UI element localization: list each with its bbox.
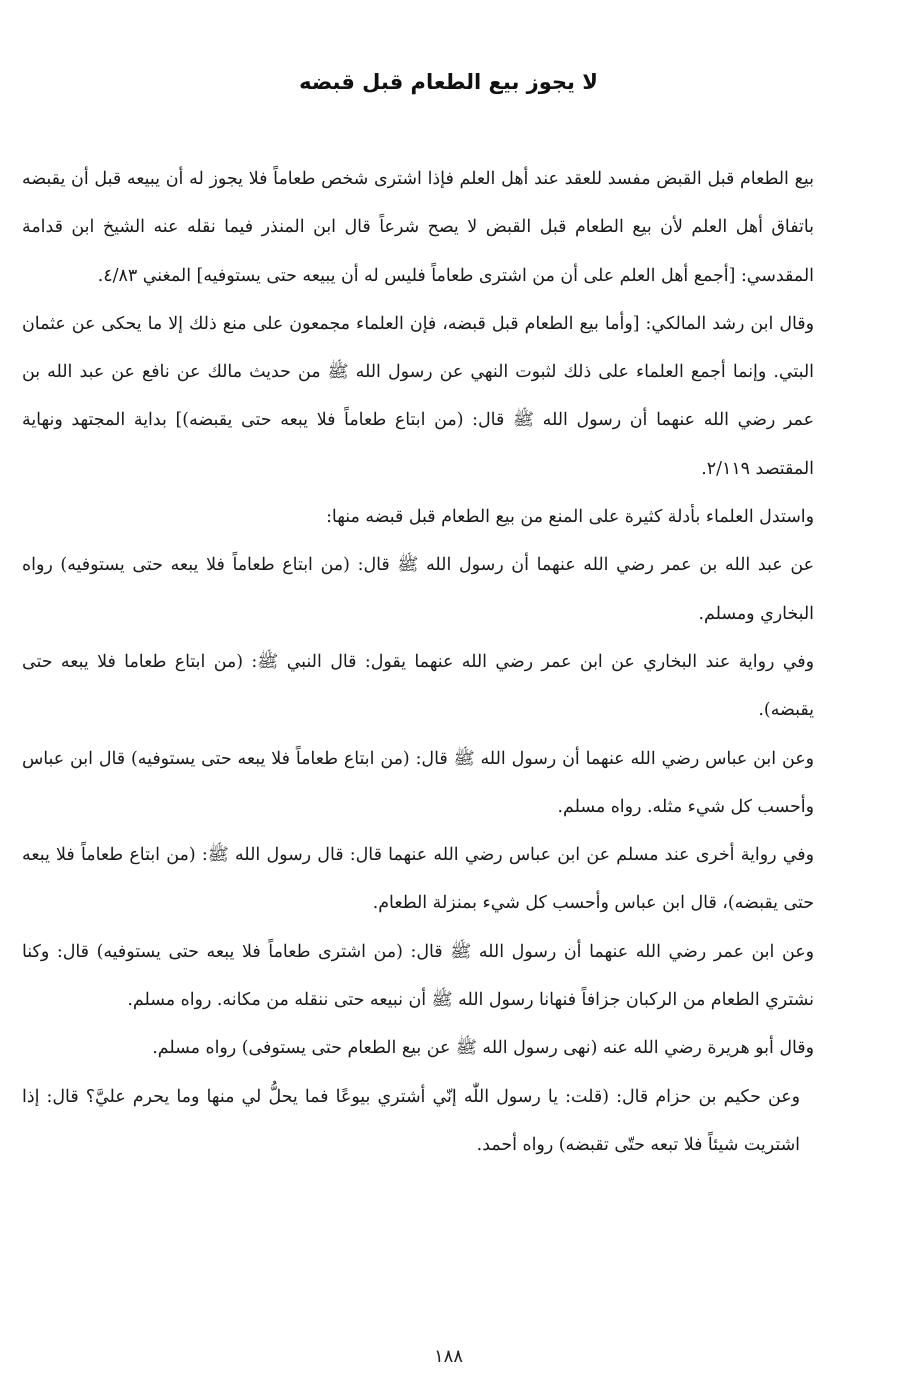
page-number: ١٨٨ bbox=[433, 1346, 463, 1367]
paragraph: وقال أبو هريرة رضي الله عنه (نهى رسول الله ﷺ عن بيع الطعام حتى يستوفى) رواه مسلم. bbox=[152, 1038, 814, 1059]
paragraph: وقال ابن رشد المالكي: [وأما بيع الطعام قبل قبضه، فإن العلماء مجمعون على منع ذلك إلا ما يحكى عن عثمان البتي. وإنما أجمع العلماء على ذلك لثبوت النهي عن رسول الله ﷺ من حديث مالك عن نافع عن عبد الله بن عمر رضي الله عنهما أن رسول الله ﷺ قال: (من ابتاع طعاماً فلا يبعه حتى يقبضه)] بداية المجتهد ونهاية المقتصد ٢/١١٩. bbox=[22, 313, 814, 479]
paragraph: عن عبد الله بن عمر رضي الله عنهما أن رسول الله ﷺ قال: (من ابتاع طعاماً فلا يبعه حتى يستوفيه) رواه البخاري ومسلم. bbox=[22, 555, 814, 624]
paragraph: وفي رواية عند البخاري عن ابن عمر رضي الله عنهما يقول: قال النبي ﷺ: (من ابتاع طعاما فلا يبعه حتى يقبضه). bbox=[22, 651, 814, 721]
paragraph: وعن ابن عباس رضي الله عنهما أن رسول الله ﷺ قال: (من ابتاع طعاماً فلا يبعه حتى يستوفيه) قال ابن عباس وأحسب كل شيء مثله. رواه مسلم. bbox=[22, 748, 814, 817]
page-title: لا يجوز بيع الطعام قبل قبضه bbox=[299, 70, 598, 94]
paragraph: واستدل العلماء بأدلة كثيرة على المنع من بيع الطعام قبل قبضه منها: bbox=[326, 507, 814, 528]
paragraph: وفي رواية أخرى عند مسلم عن ابن عباس رضي الله عنهما قال: قال رسول الله ﷺ: (من ابتاع طعاماً فلا يبعه حتى يقبضه)، قال ابن عباس وأحسب كل شيء بمنزلة الطعام. bbox=[22, 845, 814, 914]
paragraph: بيع الطعام قبل القبض مفسد للعقد عند أهل العلم فإذا اشترى شخص طعاماً فلا يجوز له أن يبيعه قبل أن يقبضه باتفاق أهل العلم لأن بيع الطعام قبل القبض لا يصح شرعاً قال ابن المنذر فيما نقله عنه الشيخ ابن قدامة المقدسي: [أجمع أهل العلم على أن من اشترى طعاماً فليس له أن يبيعه حتى يستوفيه] المغني ٤/٨٣. bbox=[22, 169, 814, 286]
paragraph: وعن ابن عمر رضي الله عنهما أن رسول الله ﷺ قال: (من اشترى طعاماً فلا يبعه حتى يستوفيه) قال: وكنا نشتري الطعام من الركبان جزافاً فنهانا رسول الله ﷺ أن نبيعه حتى ننقله من مكانه. رواه مسلم. bbox=[22, 941, 814, 1011]
paragraph: وعن حكيم بن حزام قال: (قلت: يا رسول اللّٰه إنّي أشتري بيوعًا فما يحلُّ لي منها وما يحرم عليَّ؟ قال: إذا اشتريت شيئاً فلا تبعه حتّى تقبضه) رواه أحمد. bbox=[22, 1086, 800, 1155]
body-text bbox=[22, 155, 814, 1169]
